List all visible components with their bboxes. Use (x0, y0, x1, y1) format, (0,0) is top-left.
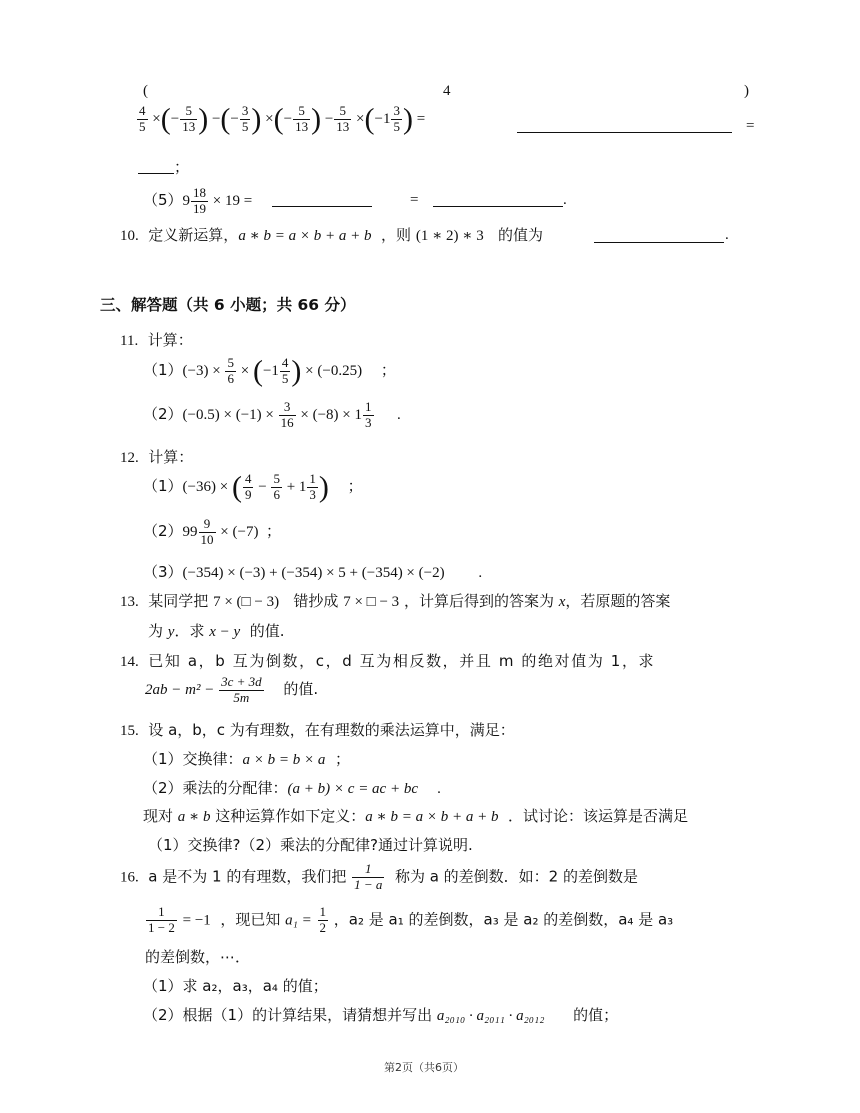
q11-part1: （1）(−3) × $\frac{5}{6}$ × (−1 $\frac{4}{5}$ ) × (−0.25) ； (143, 354, 396, 388)
question-12: 12. 计算： (120, 448, 194, 466)
question-15-line3: （2）乘法的分配律：(a + b) × c = ac + bc . (143, 779, 441, 797)
page-footer: 第2页（共6页） (384, 1061, 464, 1074)
question-16-line1: 16. a 是不为 1 的有理数，我们把 $\frac{1}{1 - a}$ 称为 a 的差倒数．如：2 的差倒数是 (120, 861, 638, 892)
question-16-line2: $\frac{1}{1 - 2}$ = −1 ，现已知 a₁ = $\frac{1}{2}$ ，a₂ 是 a₁ 的差倒数，a₃ 是 a₂ 的差倒数，a₄ 是 a₃ (148, 904, 674, 935)
answer-blank[interactable] (433, 205, 563, 207)
question-15-line2: （1）交换律：a × b = b × a ； (143, 750, 350, 768)
fraction: $\frac{4}{5}$ (139, 103, 146, 134)
question-16-line5: （2）根据（1）的计算结果，请猜想并写出 a₂₀₁₀ · a₂₀₁₁ · a₂₀₁₂ 的值； (143, 1006, 619, 1024)
question-16-line4: （1）求 a₂，a₃，a₄ 的值； (143, 977, 328, 995)
equals-sign: = (410, 192, 419, 208)
paren-left: ( (143, 83, 148, 99)
q11-part2: （2）(−0.5) × (−1) × $\frac{3}{16}$ × (−8) × 1 $\frac{1}{3}$ . (143, 399, 401, 430)
question-10: 10. 定义新运算，a ∗ b = a × b + a + b ，则 (1 ∗ 2) ∗ 3 的值为 (120, 226, 544, 244)
question-16-line3: 的差倒数，⋯． (145, 948, 251, 966)
q9-part5: （5）9 $\frac{18}{19}$ × 19 = (143, 185, 253, 216)
answer-blank[interactable] (272, 205, 372, 207)
period: . (563, 192, 567, 208)
q12-part3: （3）(−354) × (−3) + (−354) × 5 + (−354) × (−2) . (143, 563, 483, 581)
question-15-line5: （1）交换律?（2）乘法的分配律?通过计算说明. (148, 836, 473, 854)
answer-blank[interactable] (594, 241, 724, 243)
period: . (725, 227, 729, 243)
question-11: 11. 计算： (120, 331, 193, 349)
paren-right: ) (744, 83, 749, 99)
q9-part4-expression: $\frac{4}{5}$ ×(− $\frac{5}{13}$ ) −(− $\frac{3}{5}$ ) ×(− $\frac{5}{13}$ ) − $\frac{5}{13}$ ×(−1 $\frac{3}{5}$ ) = (139, 102, 426, 136)
question-14-line2: 2ab − m² − $\frac{3c + 3d}{5m}$ 的值. (145, 674, 319, 705)
equals-sign: = (746, 118, 755, 134)
question-13-line2: 为 y．求 x − y 的值. (148, 622, 285, 640)
q12-part1: （1）(−36) × ( $\frac{4}{9}$ − $\frac{5}{6}$ + 1 $\frac{1}{3}$ ) ； (143, 470, 363, 504)
question-14-line1: 14. 已知 a，b 互为倒数，c，d 互为相反数，并且 m 的绝对值为 1，求 (120, 652, 656, 670)
answer-blank[interactable] (517, 131, 732, 133)
question-15-line4: 现对 a ∗ b 这种运算作如下定义：a ∗ b = a × b + a + b ．试讨论：该运算是否满足 (143, 807, 689, 825)
question-15-line1: 15. 设 a，b，c 为有理数，在有理数的乘法运算中，满足： (120, 721, 515, 739)
answer-blank[interactable] (138, 172, 174, 174)
semicolon: ； (174, 158, 190, 176)
q12-part2: （2）99 $\frac{9}{10}$ × (−7) ； (143, 516, 281, 547)
problem-number: 4 (443, 83, 451, 99)
question-13-line1: 13. 某同学把 7 × (□ − 3) 错抄成 7 × □ − 3 ，计算后得到的答案为 x，若原题的答案 (120, 592, 671, 610)
section-title: 三、解答题（共 6 小题；共 66 分） (100, 296, 356, 314)
